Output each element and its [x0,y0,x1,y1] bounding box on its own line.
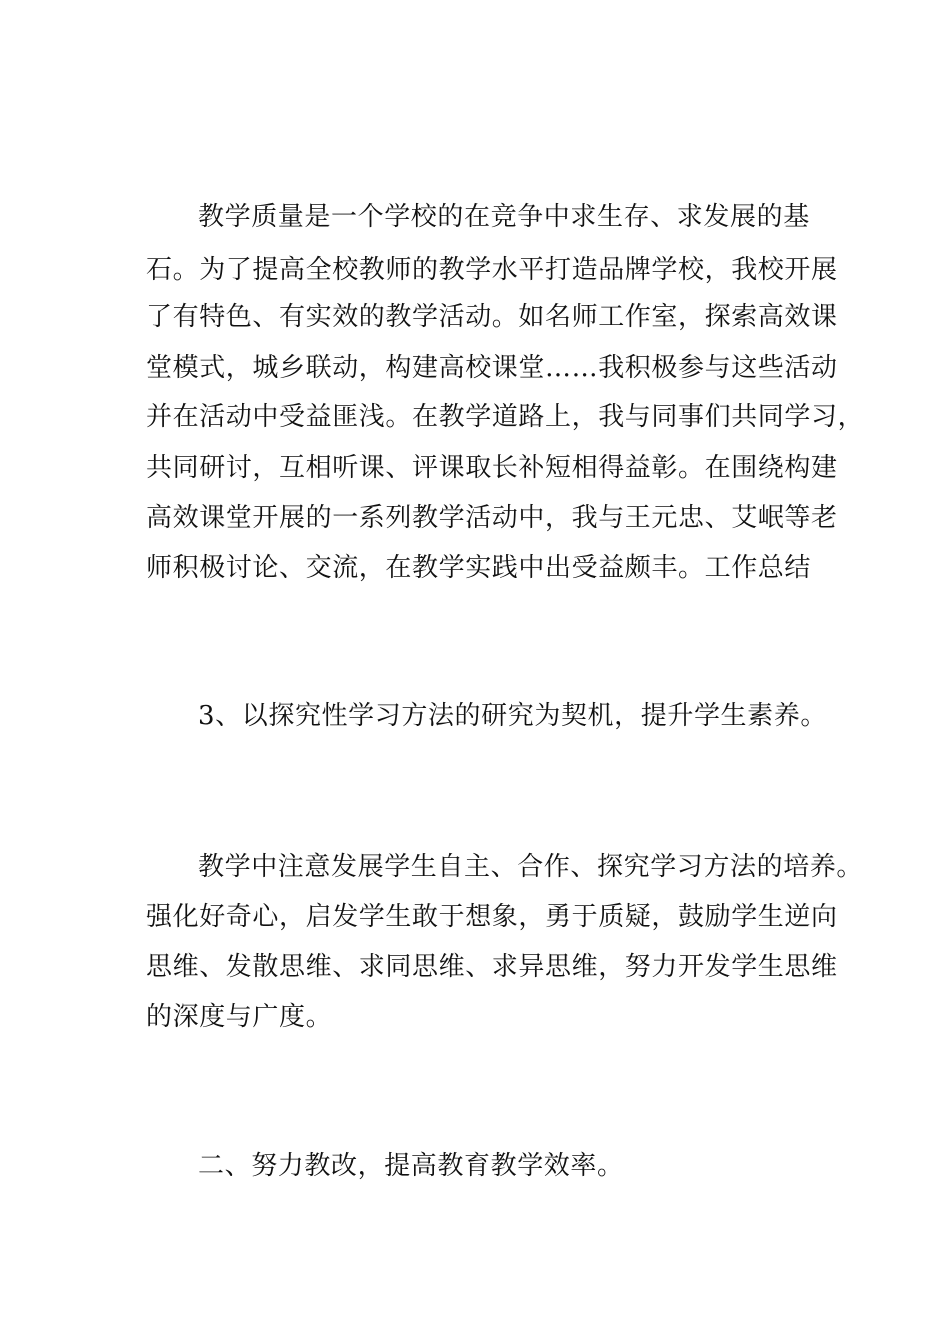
paragraph-1-line-5: 并在活动中受益匪浅。在教学道路上，我与同事们共同学习， [146,402,865,432]
paragraph-1-line-3: 了有特色、有实效的教学活动。如名师工作室，探索高效课 [146,302,838,332]
paragraph-2-line-4: 的深度与广度。 [146,1002,333,1032]
paragraph-2-line-2: 强化好奇心，启发学生敢于想象，勇于质疑，鼓励学生逆向 [146,902,838,932]
paragraph-2-line-3: 思维、发散思维、求同思维、求异思维，努力开发学生思维 [146,952,838,982]
paragraph-1-line-4: 堂模式，城乡联动，构建高校课堂……我积极参与这些活动 [146,353,838,383]
paragraph-1-line-8: 师积极讨论、交流，在教学实践中出受益颇丰。工作总结 [146,553,812,583]
section-heading-3: 3、以探究性学习方法的研究为契机，提升学生素养。 [198,701,827,731]
paragraph-2-line-1: 教学中注意发展学生自主、合作、探究学习方法的培养。 [198,852,864,882]
paragraph-1-line-7: 高效课堂开展的一系列教学活动中，我与王元忠、艾岷等老 [146,503,838,533]
paragraph-1-line-2: 石。为了提高全校教师的教学水平打造品牌学校，我校开展 [146,255,838,285]
paragraph-1-line-6: 共同研讨，互相听课、评课取长补短相得益彰。在围绕构建 [146,453,838,483]
paragraph-1-line-1: 教学质量是一个学校的在竞争中求生存、求发展的基 [198,202,810,232]
section-heading-2: 二、努力教改，提高教育教学效率。 [198,1151,624,1181]
